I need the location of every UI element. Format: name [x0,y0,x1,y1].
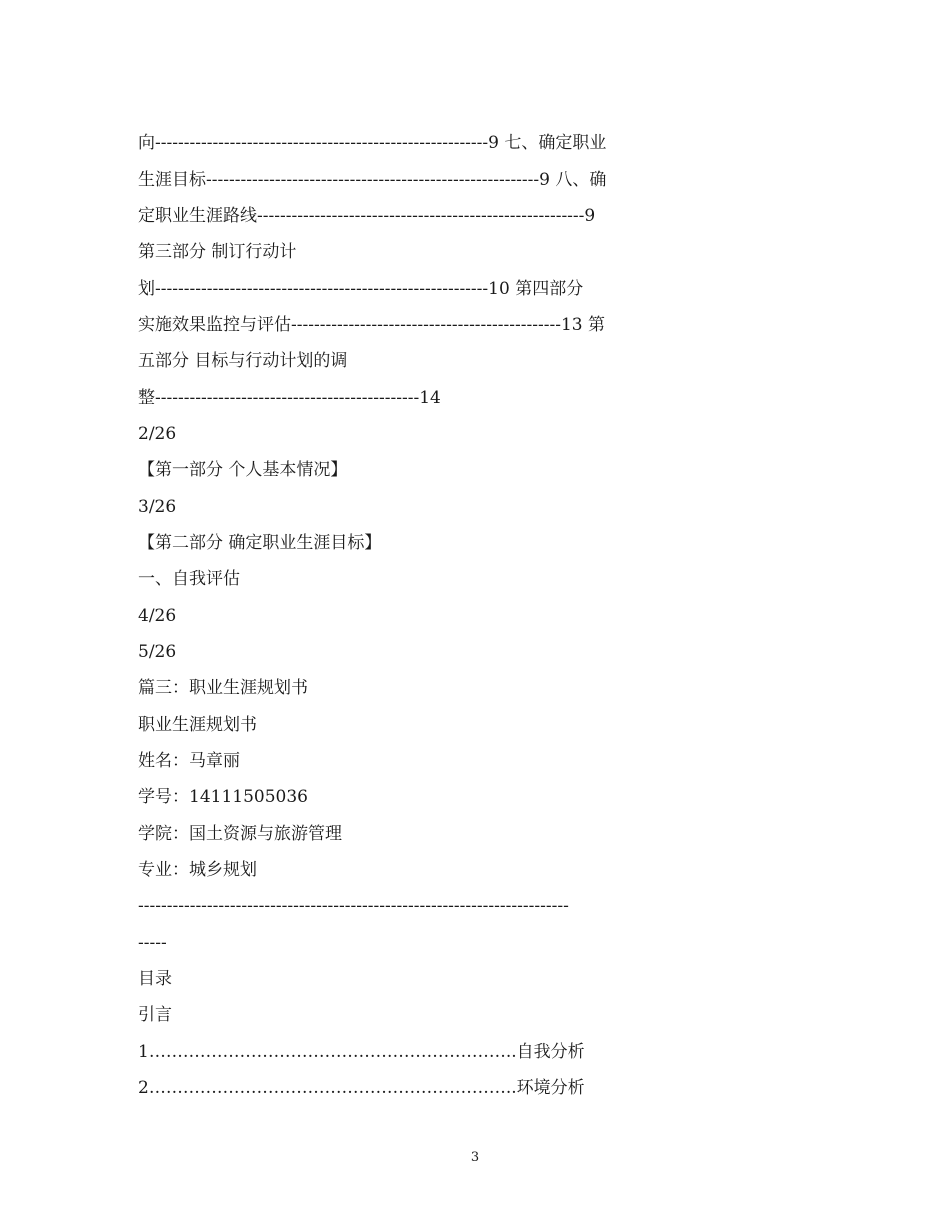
section-heading-part2: 【第二部分 确定职业生涯目标】 [138,533,382,553]
page-number: 3 [470,1150,480,1165]
toc-line-6: 实施效果监控与评估-----------------------------------------------13 第 [138,315,606,335]
page-marker-4: 4/26 [138,606,177,626]
student-id: 学号：14111505036 [138,787,308,807]
toc-line-2: 生涯目标----------------------------------------------------------9 八、确 [138,170,607,190]
page-marker-5: 5/26 [138,642,177,662]
separator-line: --------------------------------------------------------------------------- [138,896,569,916]
toc-line-8: 整----------------------------------------------14 [138,388,441,408]
toc-line-4: 第三部分 制订行动计 [138,242,297,262]
article-title: 篇三：职业生涯规划书 [138,678,308,698]
major: 专业：城乡规划 [138,860,257,880]
separator-line-continued: ----- [138,933,167,953]
subsection-heading-self-assessment: 一、自我评估 [138,569,240,589]
toc-line-7: 五部分 目标与行动计划的调 [138,351,348,371]
toc-line-1: 向----------------------------------------------------------9 七、确定职业 [138,133,607,153]
toc-line-3: 定职业生涯路线---------------------------------------------------------9 [138,206,596,226]
page-marker-2: 2/26 [138,424,177,444]
toc-line-5: 划----------------------------------------------------------10 第四部分 [138,279,584,299]
contents-heading: 目录 [138,969,172,989]
student-name: 姓名：马章丽 [138,751,240,771]
document-title: 职业生涯规划书 [138,715,257,735]
contents-item-1: 1………………………………………………………..自我分析 [138,1042,585,1062]
contents-item-2: 2………………………………………………………..环境分析 [138,1078,585,1098]
page-marker-3: 3/26 [138,497,177,517]
section-heading-part1: 【第一部分 个人基本情况】 [138,460,348,480]
contents-intro: 引言 [138,1005,172,1025]
college: 学院：国土资源与旅游管理 [138,824,342,844]
